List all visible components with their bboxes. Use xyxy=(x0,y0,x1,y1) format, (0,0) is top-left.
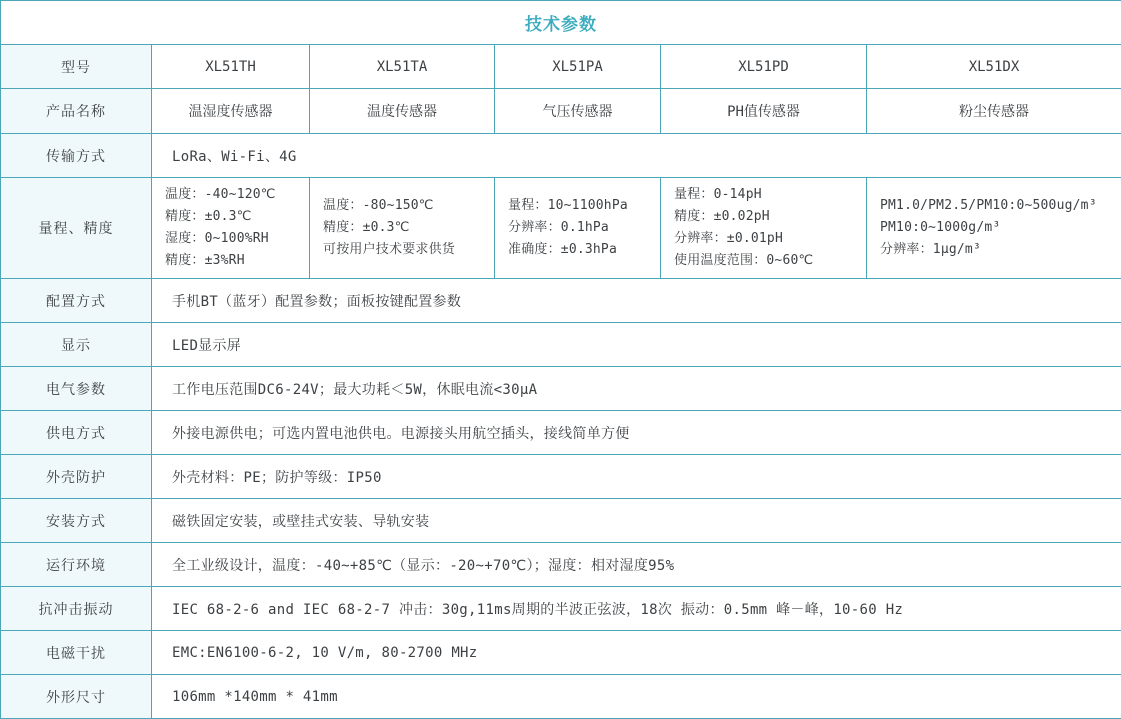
table-row xyxy=(1,89,1121,134)
row-label-range: 量程、精度 xyxy=(1,178,152,279)
table-row xyxy=(1,367,1121,411)
row-label-enclosure: 外壳防护 xyxy=(1,455,152,499)
range-line: 温度：-40~120℃ xyxy=(165,184,305,206)
table-row xyxy=(1,499,1121,543)
environment-value: 全工业级设计，温度：-40~+85℃（显示：-20~+70℃）；湿度：相对湿度95% xyxy=(152,543,1121,587)
range-line: 量程：10~1100hPa xyxy=(508,195,656,217)
config-value: 手机BT（蓝牙）配置参数；面板按键配置参数 xyxy=(152,279,1121,323)
model-cell: XL51PD xyxy=(661,45,867,89)
range-line: 精度：±0.3℃ xyxy=(323,217,490,239)
emi-value: EMC:EN6100-6-2, 10 V/m, 80-2700 MHz xyxy=(152,631,1121,675)
table-row xyxy=(1,411,1121,455)
table-row xyxy=(1,1,1121,45)
row-label-model: 型号 xyxy=(1,45,152,89)
product-cell: 温湿度传感器 xyxy=(152,89,310,134)
table-row xyxy=(1,631,1121,675)
range-cell-xl51pd xyxy=(661,178,867,279)
row-label-shock: 抗冲击振动 xyxy=(1,587,152,631)
range-line: PM1.0/PM2.5/PM10:0~500ug/m³ xyxy=(880,195,1117,217)
range-line: 分辨率：±0.01pH xyxy=(674,228,862,250)
range-cell-xl51ta xyxy=(310,178,495,279)
range-cell-xl51dx xyxy=(867,178,1121,279)
mounting-value: 磁铁固定安装，或壁挂式安装、导轨安装 xyxy=(152,499,1121,543)
page-title: 技术参数 xyxy=(1,1,1121,45)
table-row xyxy=(1,178,1121,279)
product-cell: 气压传感器 xyxy=(495,89,661,134)
range-line: 使用温度范围：0~60℃ xyxy=(674,250,862,272)
range-line: 温度：-80~150℃ xyxy=(323,195,490,217)
product-cell: 温度传感器 xyxy=(310,89,495,134)
range-line: 分辨率：1μg/m³ xyxy=(880,239,1117,261)
model-cell: XL51PA xyxy=(495,45,661,89)
enclosure-value: 外壳材料：PE；防护等级：IP50 xyxy=(152,455,1121,499)
range-line: 量程：0-14pH xyxy=(674,184,862,206)
row-label-mounting: 安装方式 xyxy=(1,499,152,543)
table-row xyxy=(1,279,1121,323)
range-cell-xl51th xyxy=(152,178,310,279)
range-line: 精度：±0.02pH xyxy=(674,206,862,228)
row-label-config: 配置方式 xyxy=(1,279,152,323)
row-label-environment: 运行环境 xyxy=(1,543,152,587)
table-row xyxy=(1,45,1121,89)
row-label-emi: 电磁干扰 xyxy=(1,631,152,675)
power-value: 外接电源供电；可选内置电池供电。电源接头用航空插头，接线简单方便 xyxy=(152,411,1121,455)
model-cell: XL51DX xyxy=(867,45,1121,89)
range-line: PM10:0~1000g/m³ xyxy=(880,217,1117,239)
table-row xyxy=(1,587,1121,631)
model-cell: XL51TH xyxy=(152,45,310,89)
row-label-power: 供电方式 xyxy=(1,411,152,455)
table-row xyxy=(1,323,1121,367)
range-cell-xl51pa xyxy=(495,178,661,279)
range-line: 分辨率：0.1hPa xyxy=(508,217,656,239)
range-line: 精度：±0.3℃ xyxy=(165,206,305,228)
display-value: LED显示屏 xyxy=(152,323,1121,367)
table-row xyxy=(1,675,1121,719)
row-label-dimensions: 外形尺寸 xyxy=(1,675,152,719)
range-line: 准确度：±0.3hPa xyxy=(508,239,656,261)
transmission-value: LoRa、Wi-Fi、4G xyxy=(152,134,1121,178)
row-label-product: 产品名称 xyxy=(1,89,152,134)
model-cell: XL51TA xyxy=(310,45,495,89)
product-cell: PH值传感器 xyxy=(661,89,867,134)
range-line: 湿度：0~100%RH xyxy=(165,228,305,250)
range-line: 精度：±3%RH xyxy=(165,250,305,272)
row-label-display: 显示 xyxy=(1,323,152,367)
dimensions-value: 106mm *140mm * 41mm xyxy=(152,675,1121,719)
row-label-electrical: 电气参数 xyxy=(1,367,152,411)
electrical-value: 工作电压范围DC6-24V；最大功耗＜5W，休眠电流<30μA xyxy=(152,367,1121,411)
table-row xyxy=(1,134,1121,178)
product-cell: 粉尘传感器 xyxy=(867,89,1121,134)
shock-value: IEC 68-2-6 and IEC 68-2-7 冲击：30g,11ms周期的半波正弦波，18次 振动：0.5mm 峰－峰，10-60 Hz xyxy=(152,587,1121,631)
table-row xyxy=(1,543,1121,587)
table-row xyxy=(1,455,1121,499)
range-line: 可按用户技术要求供货 xyxy=(323,239,490,261)
row-label-transmission: 传输方式 xyxy=(1,134,152,178)
